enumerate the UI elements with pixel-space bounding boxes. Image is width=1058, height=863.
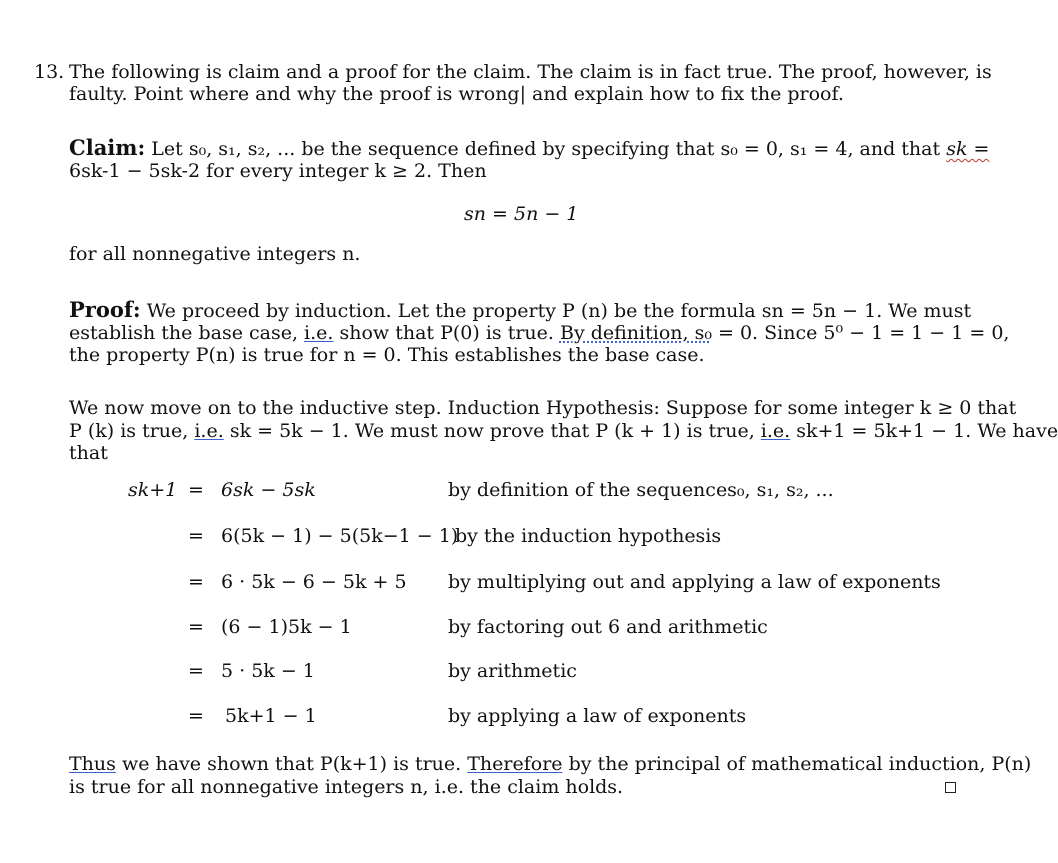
inductive-line-3: that [69,442,108,464]
intro-line-2: faulty. Point where and why the proof is wrong| and explain how to fix the proof. [69,83,844,105]
proof-line-1 [69,299,971,322]
conclusion-therefore: Therefore [467,753,563,775]
proof-label: Proof: [69,297,141,322]
derivation-eq: = [188,705,204,727]
derivation-eq: = [188,660,204,682]
claim-line-1 [69,137,989,160]
derivation-eq: = [188,616,204,638]
derivation-expr: 5 · 5k − 1 [221,660,315,682]
proof-ie: i.e. [304,322,334,344]
conclusion-line-1 [69,753,1031,775]
derivation-eq: = [188,479,204,501]
derivation-reason: by the induction hypothesis [455,525,722,547]
derivation-lhs: sk+1 [128,479,178,501]
inductive-text-2b: sk = 5k − 1. We must now prove that P (k + 1) is true, [229,420,755,442]
proof-text-1: We proceed by induction. Let the property P (n) be the formula sn = 5n − 1. We must [146,300,972,322]
derivation-expr: 6 · 5k − 6 − 5k + 5 [221,571,407,593]
derivation-expr: 6sk − 5sk [221,479,316,501]
conclusion-line-2: is true for all nonnegative integers n, i.e. the claim holds. [69,776,624,798]
claim-line-3: for all nonnegative integers n. [69,243,361,265]
inductive-ie-1: i.e. [194,420,224,442]
claim-text-1: Let s₀, s₁, s₂, ... be the sequence defined by specifying that s₀ = 0, s₁ = 4, and that [151,138,941,160]
inductive-ie-2: i.e. [760,420,791,442]
inductive-line-2 [69,420,1058,442]
derivation-expr: 5k+1 − 1 [225,705,317,727]
inductive-line-1: We now move on to the inductive step. Induction Hypothesis: Suppose for some integer k ≥ 0 that [69,397,1017,419]
claim-sk: sk = [946,138,990,160]
derivation-eq: = [188,571,204,593]
derivation-expr: (6 − 1)5k − 1 [221,616,352,638]
qed-box-icon [945,782,956,793]
claim-label: Claim: [69,135,146,160]
inductive-text-2a: P (k) is true, [69,420,189,442]
claim-line-2: 6sk-1 − 5sk-2 for every integer k ≥ 2. Then [69,160,487,182]
proof-line-2 [69,322,1009,344]
proof-by-definition: By definition, s₀ [559,322,712,344]
conclusion-text-a: we have shown that P(k+1) is true. [121,753,462,775]
derivation-reason: by definition of the sequences₀, s₁, s₂, ... [448,479,834,501]
derivation-eq: = [188,525,204,547]
proof-text-2b: show that P(0) is true. [339,322,554,344]
intro-line-1: The following is claim and a proof for the claim. The claim is in fact true. The proof, however, is [69,61,992,83]
claim-formula: sn = 5n − 1 [464,203,579,225]
derivation-reason: by factoring out 6 and arithmetic [448,616,768,638]
proof-text-2a: establish the base case, [69,322,298,344]
inductive-text-2c: sk+1 = 5k+1 − 1. We have [796,420,1058,442]
proof-text-2c: = 0. Since 5⁰ − 1 = 1 − 1 = 0, [718,322,1010,344]
derivation-reason: by applying a law of exponents [448,705,747,727]
problem-number: 13. [34,61,65,83]
derivation-expr: 6(5k − 1) − 5(5k−1 − 1) [221,525,459,547]
derivation-reason: by multiplying out and applying a law of exponents [448,571,941,593]
conclusion-thus: Thus [69,753,116,775]
proof-line-3: the property P(n) is true for n = 0. This establishes the base case. [69,344,705,366]
derivation-reason: by arithmetic [448,660,577,682]
conclusion-text-b: by the principal of mathematical induction, P(n) [568,753,1032,775]
